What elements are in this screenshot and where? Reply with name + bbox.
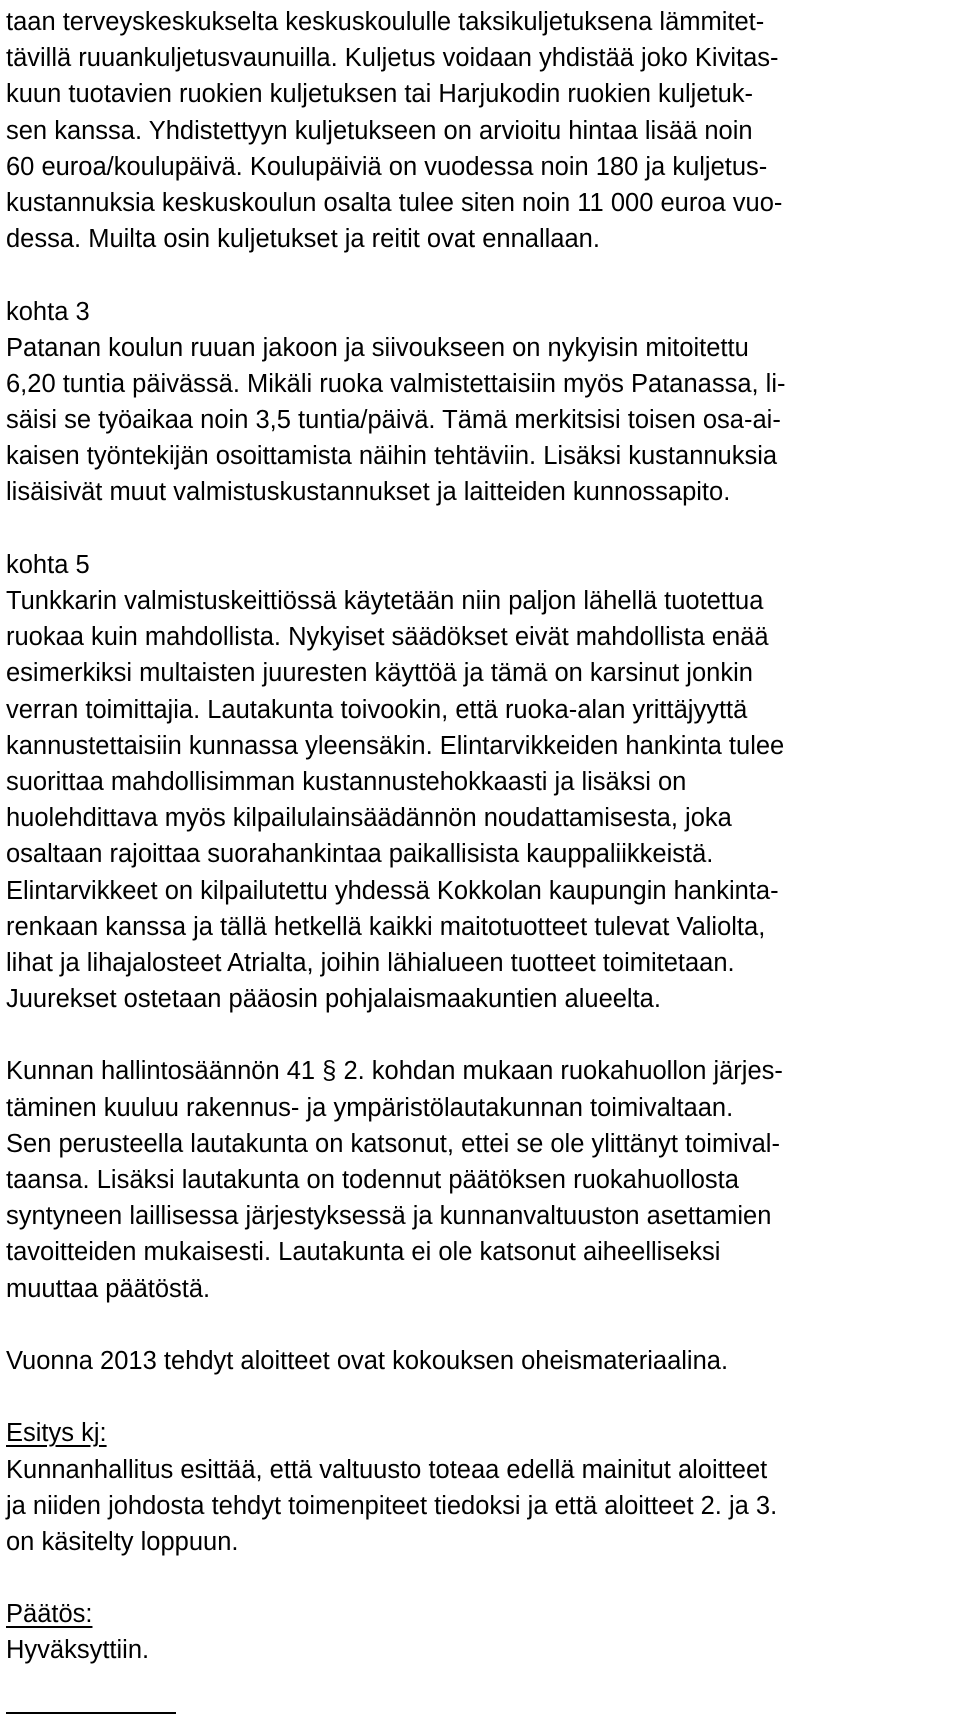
section-heading: kohta 3 [6,297,90,326]
paragraph-line: 6,20 tuntia päivässä. Mikäli ruoka valmistettaisiin myös Patanassa, li- [6,369,786,398]
esitys-label: Esitys kj: [6,1419,107,1448]
paragraph-line: osaltaan rajoittaa suorahankintaa paikallisista kauppaliikkeistä. [6,840,714,869]
section-heading: kohta 5 [6,550,90,579]
hallintosaanto-paragraph [6,1053,930,1306]
spacer [6,1379,930,1415]
paragraph-line: Kunnan hallintosäännön 41 § 2. kohdan mukaan ruokahuollon järjes- [6,1057,783,1086]
paragraph-line: täminen kuuluu rakennus- ja ympäristölautakunnan toimivaltaan. [6,1093,734,1122]
paragraph-line: Kunnanhallitus esittää, että valtuusto toteaa edellä mainitut aloitteet [6,1455,768,1484]
paragraph-line: Juurekset ostetaan pääosin pohjalaismaakuntien alueelta. [6,985,661,1014]
paragraph-line: muuttaa päätöstä. [6,1274,211,1303]
paragraph-line: lihat ja lihajalosteet Atrialta, joihin lähialueen tuotteet toimitetaan. [6,948,735,977]
paragraph-line: dessa. Muilta osin kuljetukset ja reitit ovat ennallaan. [6,225,600,254]
spacer [6,257,930,293]
paragraph-line: sen kanssa. Yhdistettyyn kuljetukseen on arvioitu hintaa lisää noin [6,116,753,145]
paragraph-line: kannustettaisiin kunnassa yleensäkin. Elintarvikkeiden hankinta tulee [6,731,785,760]
paragraph-line: syntyneen laillisessa järjestyksessä ja kunnanvaltuuston asettamien [6,1202,772,1231]
paragraph-line: taan terveyskeskukselta keskuskoululle taksikuljetuksena lämmitet- [6,8,765,36]
spacer [6,1307,930,1343]
footnote-rule [6,1712,176,1714]
paragraph-line: suorittaa mahdollisimman kustannustehokkaasti ja lisäksi on [6,767,687,796]
paragraph-line: esimerkiksi multaisten juuresten käyttöä ja tämä on karsinut jonkin [6,659,753,688]
paatos-label: Päätös: [6,1600,93,1629]
paragraph-line: ruokaa kuin mahdollista. Nykyiset säädökset eivät mahdollista enää [6,623,769,652]
section-kohta-3 [6,294,930,511]
paragraph-line: tavoitteiden mukaisesti. Lautakunta ei ole katsonut aiheelliseksi [6,1238,721,1267]
paragraph-line: Tunkkarin valmistuskeittiössä käytetään niin paljon lähellä tuotettua [6,587,764,615]
paatos-text: Hyväksyttiin. [6,1636,150,1665]
paatos-section [6,1596,930,1668]
paragraph-line: kustannuksia keskuskoulun osalta tulee siten noin 11 000 euroa vuo- [6,188,783,217]
paragraph-line: Sen perusteella lautakunta on katsonut, ettei se ole ylittänyt toimival- [6,1129,780,1158]
intro-paragraph [6,4,930,257]
spacer [6,1560,930,1596]
paragraph-line: kuun tuotavien ruokien kuljetuksen tai Harjukodin ruokien kuljetuk- [6,80,754,109]
paragraph-line: taansa. Lisäksi lautakunta on todennut päätöksen ruokahuollosta [6,1166,739,1194]
paragraph-line: ja niiden johdosta tehdyt toimenpiteet tiedoksi ja että aloitteet 2. ja 3. [6,1491,778,1520]
paragraph-line: renkaan kanssa ja tällä hetkellä kaikki maitotuotteet tulevat Valiolta, [6,912,766,941]
paragraph-line: verran toimittajia. Lautakunta toivookin, että ruoka-alan yrittäjyyttä [6,695,748,724]
paragraph-line: tävillä ruuankuljetusvaunuilla. Kuljetus voidaan yhdistää joko Kivitas- [6,44,779,73]
paragraph-line: lisäisivät muut valmistuskustannukset ja laitteiden kunnossapito. [6,478,731,507]
paragraph-line: kaisen työntekijän osoittamista näihin tehtäviin. Lisäksi kustannuksia [6,442,778,471]
spacer [6,1017,930,1053]
section-kohta-5 [6,547,930,1017]
oheismateriaali-line: Vuonna 2013 tehdyt aloitteet ovat kokouksen oheismateriaalina. [6,1346,729,1375]
paragraph-line: Patanan koulun ruuan jakoon ja siivoukseen on nykyisin mitoitettu [6,333,749,362]
spacer [6,511,930,547]
paragraph-line: 60 euroa/koulupäivä. Koulupäiviä on vuodessa noin 180 ja kuljetus- [6,152,768,181]
paragraph-line: on käsitelty loppuun. [6,1527,239,1556]
esitys-section [6,1415,930,1560]
paragraph-line: säisi se työaikaa noin 3,5 tuntia/päivä. Tämä merkitsisi toisen osa-ai- [6,406,781,435]
paragraph-line: Elintarvikkeet on kilpailutettu yhdessä Kokkolan kaupungin hankinta- [6,876,779,905]
paragraph-line: huolehdittava myös kilpailulainsäädännön noudattamisesta, joka [6,804,732,833]
